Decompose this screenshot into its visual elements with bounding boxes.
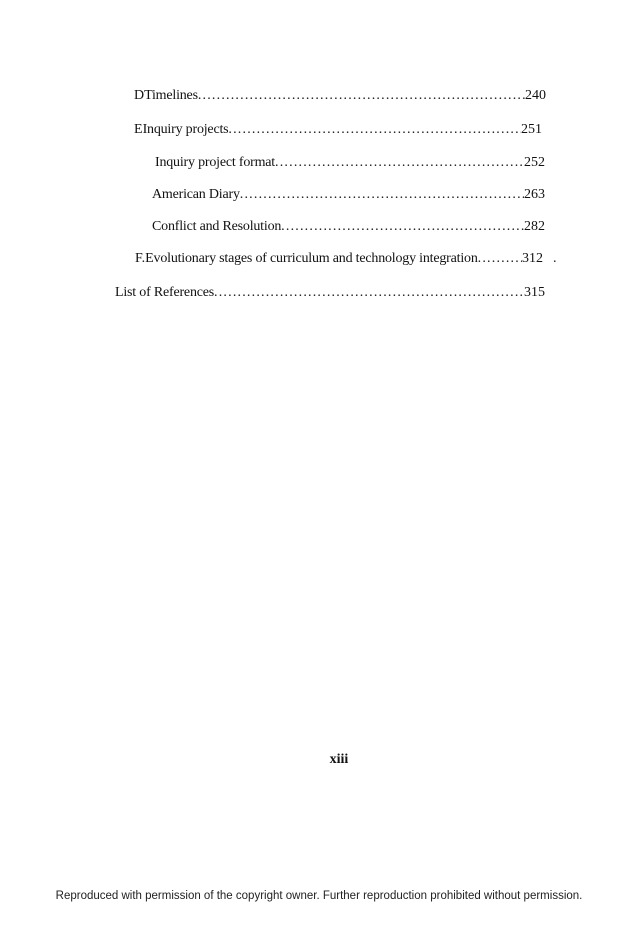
toc-entry-page: 263 bbox=[524, 187, 545, 202]
toc-entry bbox=[152, 185, 545, 205]
toc-leader-dots bbox=[281, 217, 524, 237]
toc-entry-page: 312 bbox=[522, 251, 543, 266]
toc-entry-title: Inquiry projects bbox=[142, 122, 229, 137]
toc-leader-dots bbox=[478, 249, 522, 269]
toc-entry-letter: D bbox=[134, 88, 145, 103]
stray-mark: . bbox=[553, 251, 557, 266]
toc-entry bbox=[155, 153, 545, 173]
toc-leader-dots bbox=[198, 86, 525, 106]
toc-entry-title: Evolutionary stages of curriculum and technology integration bbox=[145, 251, 478, 266]
toc-leader-dots bbox=[275, 153, 524, 173]
copyright-footer: Reproduced with permission of the copyright owner. Further reproduction prohibited without permission. bbox=[55, 890, 583, 902]
toc-entry bbox=[134, 86, 546, 106]
toc-entry-page: 282 bbox=[524, 219, 545, 234]
toc-entry-page: 252 bbox=[524, 155, 545, 170]
toc-entry-title: Conflict and Resolution bbox=[152, 219, 282, 234]
toc-entry bbox=[135, 249, 543, 269]
toc-entry-page: 240 bbox=[525, 88, 546, 103]
toc-entry-title: Inquiry project format bbox=[155, 155, 276, 170]
toc-entry bbox=[134, 120, 542, 140]
toc-entry-page: 315 bbox=[524, 285, 545, 300]
toc-entry-title: List of References bbox=[115, 285, 215, 300]
toc-entry-title: Timelines bbox=[144, 88, 198, 103]
toc-leader-dots bbox=[240, 185, 524, 205]
toc-entry-page: 251 bbox=[521, 122, 542, 137]
page-number: xiii bbox=[329, 752, 349, 767]
toc-entry-title: American Diary bbox=[152, 187, 240, 202]
toc-leader-dots bbox=[214, 283, 524, 303]
toc-leader-dots bbox=[228, 120, 521, 140]
toc-entry bbox=[115, 283, 545, 303]
toc-entry-letter: E bbox=[134, 122, 143, 137]
toc-entry bbox=[152, 217, 545, 237]
toc-entry-letter: F. bbox=[135, 251, 146, 266]
